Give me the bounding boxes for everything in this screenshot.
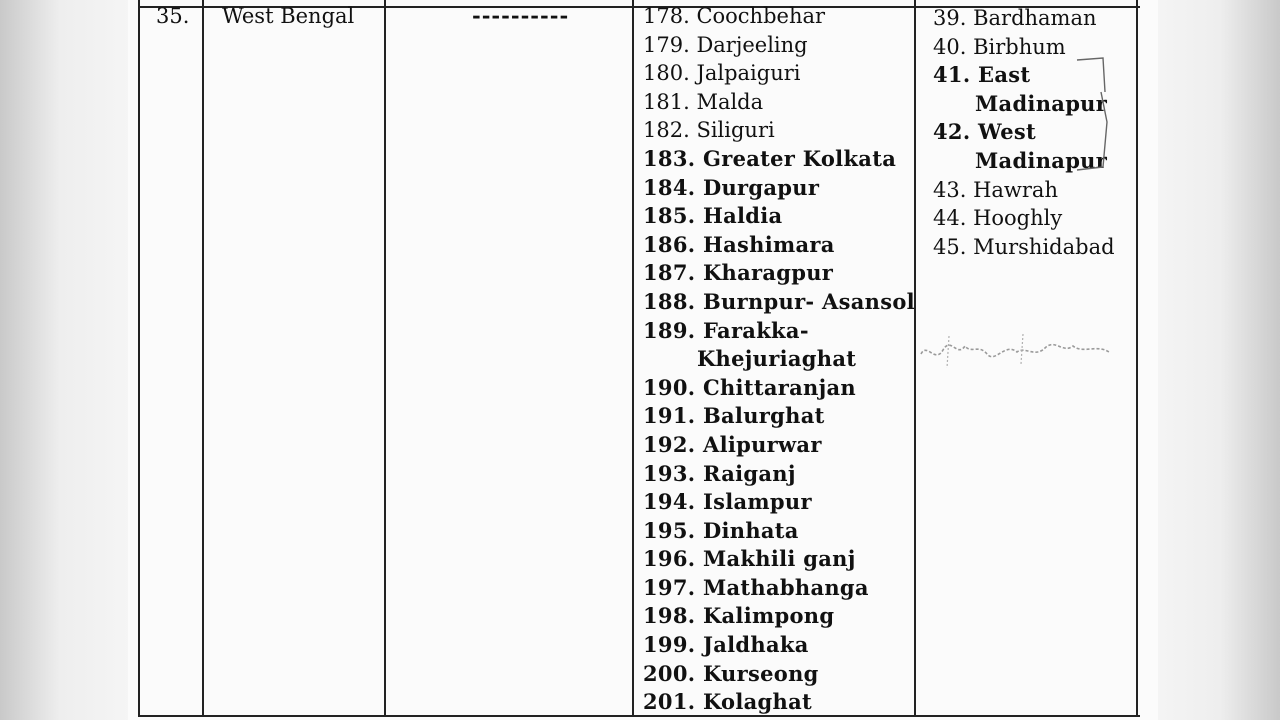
town-list-item <box>643 545 915 574</box>
list-item-number: 201. <box>643 689 696 715</box>
town-list-item <box>643 59 915 88</box>
table-column-rule <box>1136 0 1138 717</box>
list-item-name: Kharagpur <box>695 260 834 286</box>
list-item-name: Kalimpong <box>695 603 835 629</box>
list-item-name: Raiganj <box>695 460 796 486</box>
list-item-name: Greater Kolkata <box>695 145 897 171</box>
list-item-name: Siliguri <box>689 118 775 143</box>
list-item-name: Kurseong <box>695 660 819 686</box>
list-item-name: Makhili ganj <box>695 546 856 572</box>
list-item-number: 191. <box>643 403 696 429</box>
list-item-number: 180. <box>643 61 690 86</box>
list-item-number: 199. <box>643 632 696 658</box>
list-item-number: 193. <box>643 460 696 486</box>
list-item-number: 183. <box>643 145 696 171</box>
towns-list <box>643 2 915 717</box>
list-item-number: 43. <box>933 177 967 202</box>
list-item-number: 178. <box>643 4 690 28</box>
town-list-item <box>643 460 915 489</box>
town-list-item <box>643 660 915 689</box>
serial-number: 35. <box>156 4 190 28</box>
list-item-name: Jaldhaka <box>695 632 809 658</box>
state-name: West Bengal <box>222 4 355 28</box>
town-list-item <box>643 517 915 546</box>
list-item-number: 44. <box>933 206 967 231</box>
list-item-name: Durgapur <box>695 174 820 200</box>
list-item-name: Hawrah <box>966 177 1058 202</box>
list-item-name: Chittaranjan <box>695 374 856 400</box>
district-list-item <box>933 4 1115 33</box>
table-column-rule <box>202 0 204 717</box>
town-list-item <box>643 602 915 631</box>
list-item-number: 187. <box>643 260 696 286</box>
list-item-name: Darjeeling <box>689 32 808 57</box>
list-item-name: Kolaghat <box>695 689 813 715</box>
town-list-item <box>643 2 915 31</box>
list-item-number: 194. <box>643 489 696 515</box>
town-list-item <box>643 231 915 260</box>
list-item-number: 42. <box>933 119 971 145</box>
list-item-name: Farakka- <box>695 317 809 343</box>
list-item-number: 198. <box>643 603 696 629</box>
list-item-name: East <box>970 62 1031 88</box>
town-list-item <box>643 31 915 60</box>
list-item-name: Burnpur- Asansol <box>695 288 915 314</box>
list-item-number: 192. <box>643 431 696 457</box>
list-item-name: Jalpaiguri <box>689 61 801 86</box>
town-list-item <box>643 88 915 117</box>
list-item-number: 181. <box>643 89 690 114</box>
town-list-item <box>643 374 915 403</box>
town-list-item <box>643 259 915 288</box>
town-list-item <box>643 317 915 374</box>
list-item-name: Birbhum <box>966 34 1066 59</box>
town-list-item <box>643 145 915 174</box>
town-list-item <box>643 631 915 660</box>
town-list-item <box>643 402 915 431</box>
list-item-number: 39. <box>933 6 967 30</box>
list-item-name: Haldia <box>695 203 783 229</box>
list-item-name: Malda <box>689 89 764 114</box>
list-item-name: Coochbehar <box>689 4 826 28</box>
faded-signature <box>913 324 1133 384</box>
list-item-name: Bardhaman <box>966 6 1097 30</box>
list-item-number: 182. <box>643 118 690 143</box>
town-list-item <box>643 688 915 717</box>
list-item-number: 190. <box>643 374 696 400</box>
town-list-item <box>643 288 915 317</box>
list-item-name: Hashimara <box>695 231 835 257</box>
table-column-rule <box>138 0 140 717</box>
town-list-item <box>643 174 915 203</box>
empty-cell-dashes: ---------- <box>472 3 570 28</box>
list-item-number: 179. <box>643 32 690 57</box>
list-item-number: 185. <box>643 203 696 229</box>
town-list-item <box>643 431 915 460</box>
town-list-item <box>643 202 915 231</box>
table-bottom-rule <box>138 715 1140 717</box>
district-list-item <box>933 204 1115 233</box>
list-item-number: 186. <box>643 231 696 257</box>
list-item-name: Murshidabad <box>966 234 1115 259</box>
handwritten-bracket-mark <box>1073 52 1113 182</box>
list-item-number: 189. <box>643 317 696 343</box>
list-item-number: 196. <box>643 546 696 572</box>
list-item-number: 195. <box>643 517 696 543</box>
list-item-number: 40. <box>933 34 967 59</box>
list-item-name: Hooghly <box>966 206 1063 231</box>
town-list-item <box>643 488 915 517</box>
table-column-rule <box>384 0 386 717</box>
list-item-name: West <box>970 119 1037 145</box>
list-item-number: 45. <box>933 234 967 259</box>
districts-table <box>138 0 1140 717</box>
list-item-number: 200. <box>643 660 696 686</box>
list-item-continuation: Madinapur <box>975 90 1108 116</box>
list-item-name: Balurghat <box>695 403 825 429</box>
list-item-name: Mathabhanga <box>695 574 869 600</box>
list-item-number: 188. <box>643 288 696 314</box>
table-column-rule <box>632 0 634 717</box>
list-item-number: 197. <box>643 574 696 600</box>
list-item-number: 184. <box>643 174 696 200</box>
list-item-name: Islampur <box>695 489 812 515</box>
district-list-item <box>933 233 1115 262</box>
town-list-item <box>643 116 915 145</box>
list-item-continuation: Madinapur <box>975 147 1108 173</box>
town-list-item <box>643 574 915 603</box>
list-item-name: Dinhata <box>695 517 799 543</box>
list-item-continuation: Khejuriaghat <box>697 346 857 372</box>
list-item-name: Alipurwar <box>695 431 822 457</box>
list-item-number: 41. <box>933 62 971 88</box>
